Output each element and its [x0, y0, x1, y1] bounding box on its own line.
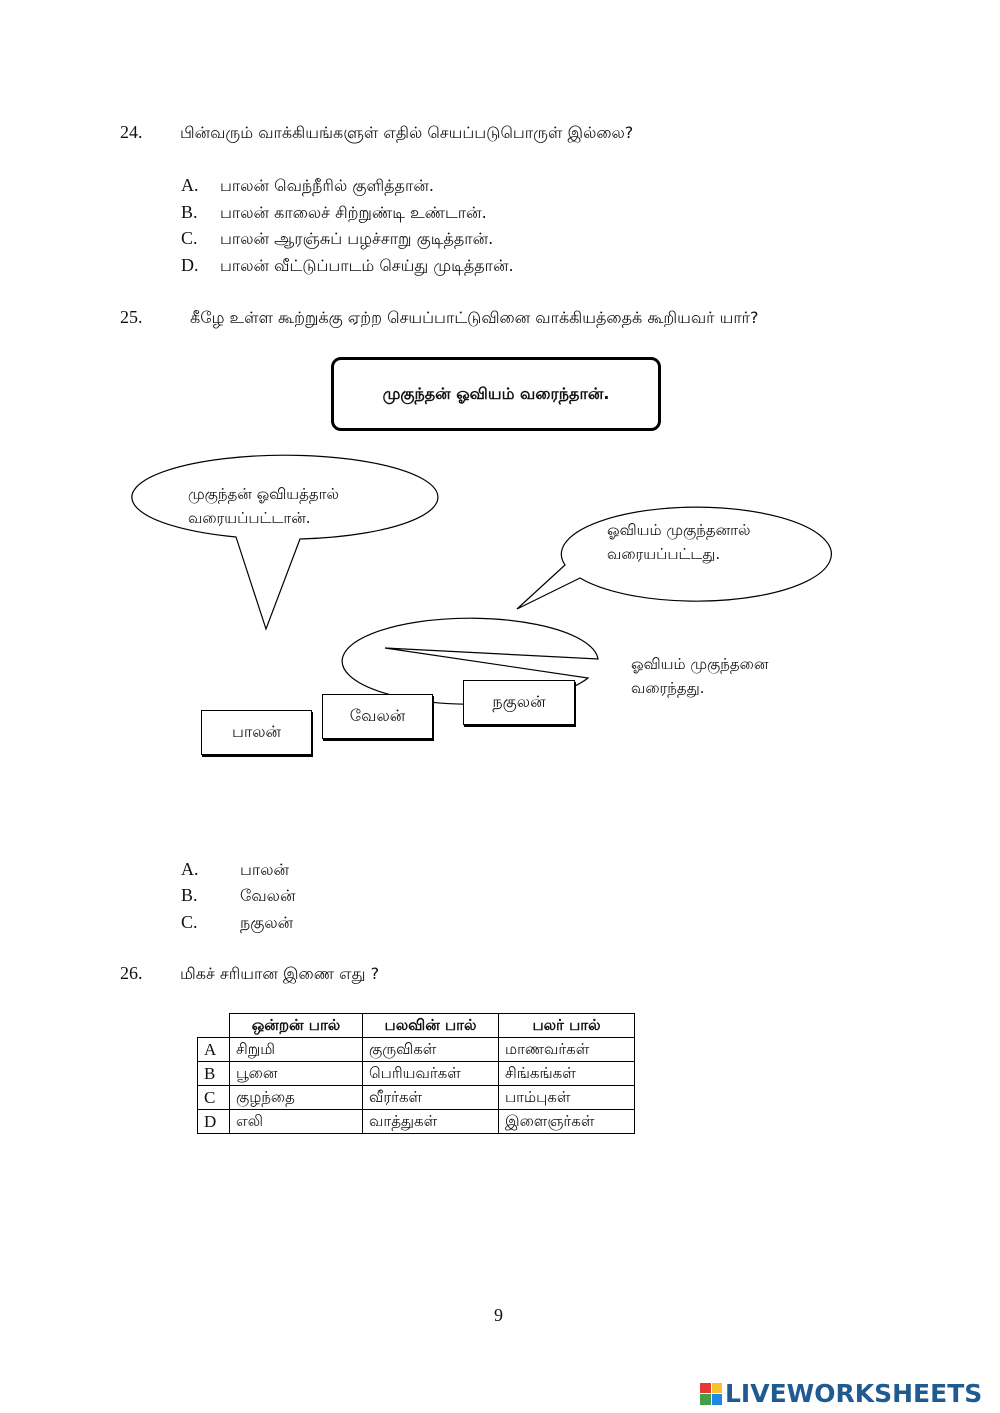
option-text: பாலன்: [240, 860, 290, 879]
bubble-line: ஓவியம் முகுந்தனால்: [607, 521, 751, 539]
option-letter: B.: [181, 885, 198, 905]
table-cell: பெரியவர்கள்: [363, 1062, 499, 1086]
option-letter: D.: [181, 255, 199, 275]
gender-table: [197, 1013, 635, 1134]
table-row: [198, 1062, 635, 1086]
table-cell: வீரர்கள்: [363, 1086, 499, 1110]
option-text: வேலன்: [240, 886, 296, 905]
option-text: பாலன் வீட்டுப்பாடம் செய்து முடித்தான்.: [220, 256, 514, 275]
column-header: பலவின் பால்: [363, 1014, 499, 1038]
table-cell: எலி: [230, 1110, 363, 1134]
table-cell: குருவிகள்: [363, 1038, 499, 1062]
logo-text: LIVEWORKSHEETS: [725, 1379, 983, 1408]
table-row: [198, 1110, 635, 1134]
row-letter: D: [198, 1110, 230, 1134]
option-letter: B.: [181, 202, 198, 222]
name-box-nakulan: நகுலன்: [463, 680, 575, 725]
question-number: 26.: [120, 963, 143, 983]
option-letter: A.: [181, 859, 199, 879]
table-cell: பாம்புகள்: [499, 1086, 635, 1110]
question-number: 24.: [120, 122, 143, 142]
bubble-line: வரைந்தது.: [631, 679, 705, 697]
option-text: பாலன் காலைச் சிற்றுண்டி உண்டான்.: [220, 203, 487, 222]
question-number: 25.: [120, 307, 143, 327]
option-text: பாலன் வெந்நீரில் குளித்தான்.: [220, 176, 434, 195]
question-text: பின்வரும் வாக்கியங்களுள் எதில் செயப்படுபொருள் இல்லை?: [180, 123, 634, 142]
statement-text: முகுந்தன் ஓவியம் வரைந்தான்.: [382, 383, 610, 403]
name-box-balan: பாலன்: [201, 710, 312, 755]
column-header: பலர் பால்: [499, 1014, 635, 1038]
row-letter: B: [198, 1062, 230, 1086]
question-text: மிகச் சரியான இணை எது ?: [180, 964, 380, 983]
column-header: ஒன்றன் பால்: [230, 1014, 363, 1038]
blank-header: [198, 1014, 230, 1038]
row-letter: A: [198, 1038, 230, 1062]
table-row: [198, 1086, 635, 1110]
bubble-line: வரையப்பட்டது.: [607, 545, 721, 563]
table-row: [198, 1038, 635, 1062]
table-cell: வாத்துகள்: [363, 1110, 499, 1134]
name-box-velan: வேலன்: [322, 694, 433, 739]
option-letter: A.: [181, 175, 199, 195]
liveworksheets-logo: [700, 1379, 982, 1408]
option-text: நகுலன்: [240, 913, 294, 932]
option-letter: C.: [181, 912, 198, 932]
bubble-text-right: [607, 518, 750, 566]
table-cell: இளைஞர்கள்: [499, 1110, 635, 1134]
logo-mark-icon: [700, 1383, 722, 1405]
option-letter: C.: [181, 228, 198, 248]
bubble-text-lower: [631, 652, 768, 700]
bubble-line: வரையப்பட்டான்.: [188, 509, 311, 527]
row-letter: C: [198, 1086, 230, 1110]
table-cell: மாணவர்கள்: [499, 1038, 635, 1062]
page-number: 9: [494, 1305, 503, 1325]
option-text: பாலன் ஆரஞ்சுப் பழச்சாறு குடித்தான்.: [220, 229, 494, 248]
table-cell: பூனை: [230, 1062, 363, 1086]
question-text: கீழே உள்ள கூற்றுக்கு ஏற்ற செயப்பாட்டுவினை வாக்கியத்தைக் கூறியவர் யார்?: [190, 308, 759, 327]
table-cell: குழந்தை: [230, 1086, 363, 1110]
table-cell: சிங்கங்கள்: [499, 1062, 635, 1086]
bubble-text-left: [188, 482, 339, 530]
bubble-line: முகுந்தன் ஓவியத்தால்: [188, 485, 339, 503]
table-cell: சிறுமி: [230, 1038, 363, 1062]
table-header-row: [198, 1014, 635, 1038]
bubble-line: ஓவியம் முகுந்தனை: [631, 655, 769, 673]
